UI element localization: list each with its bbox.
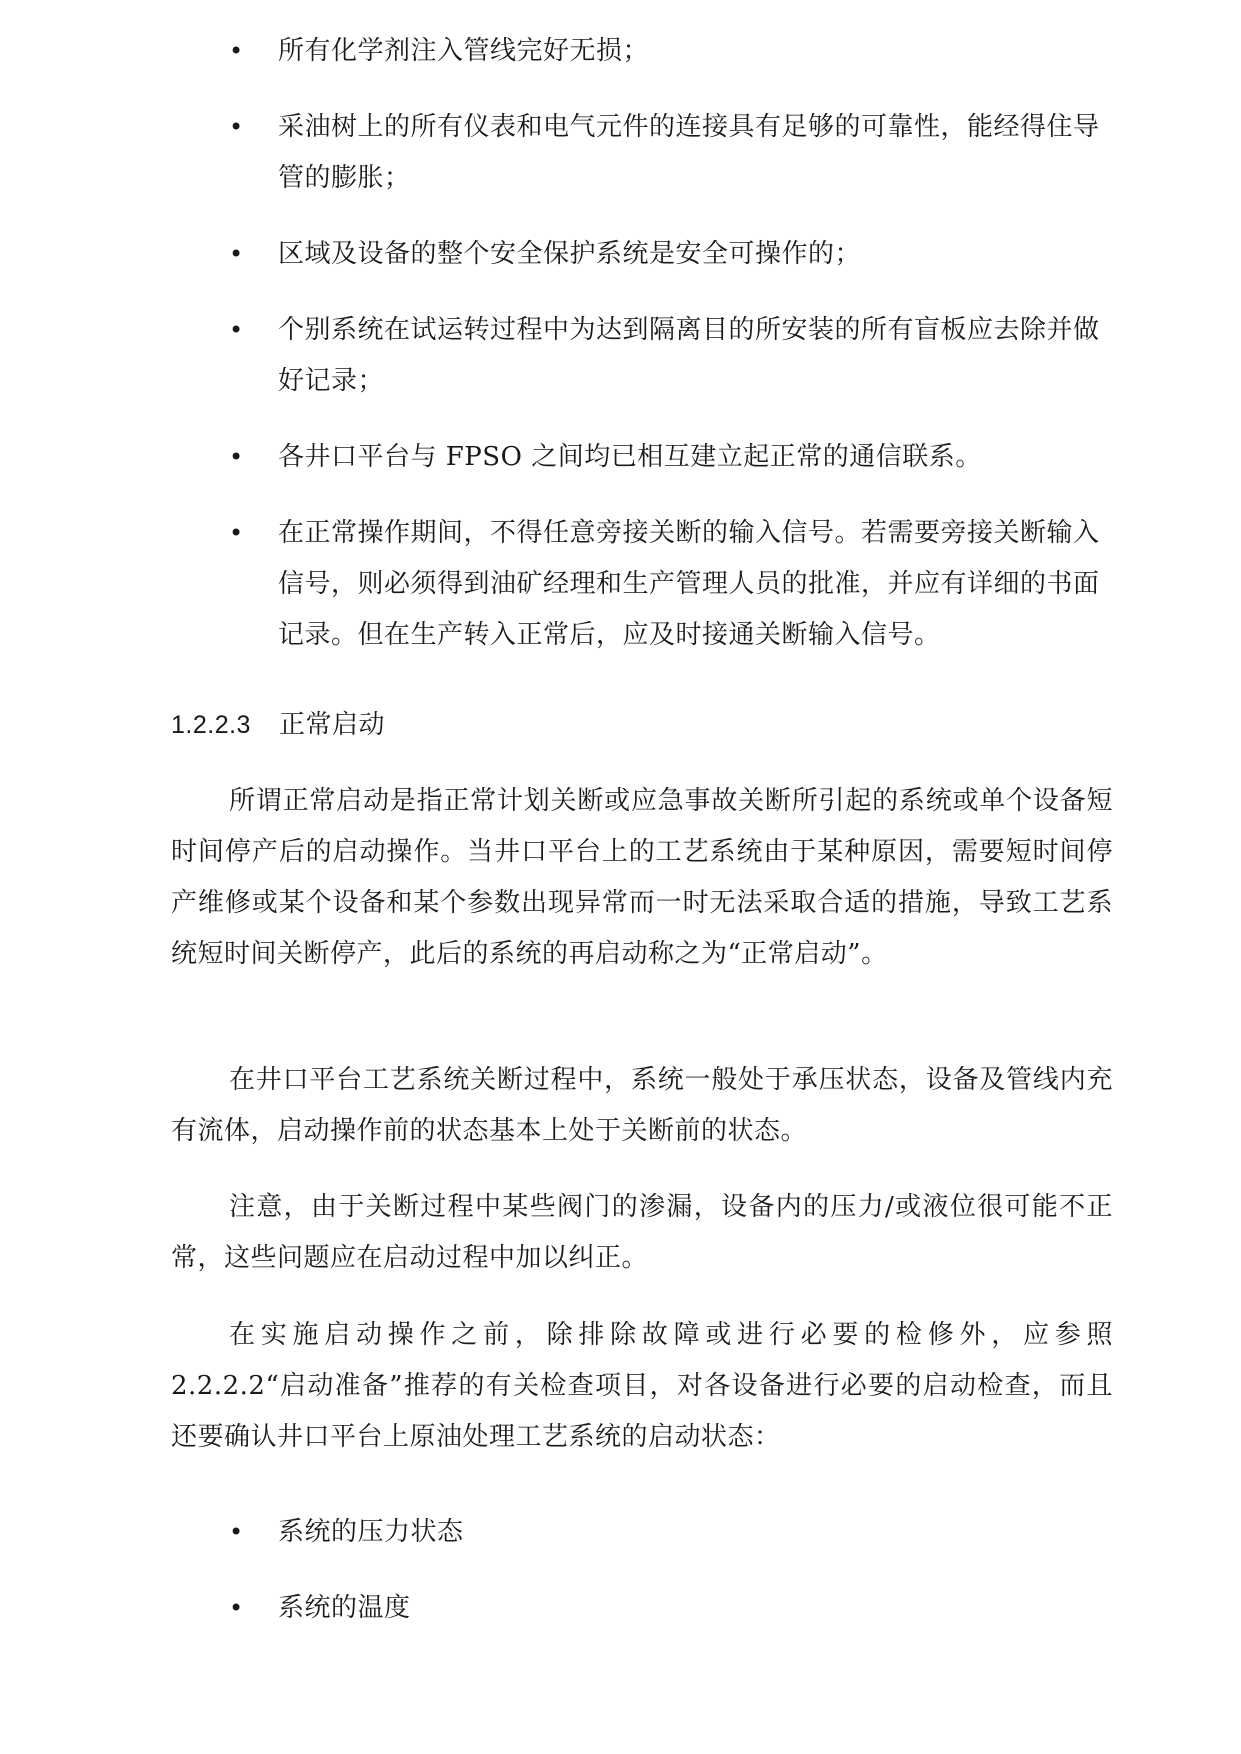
list-item-text: 所有化学剂注入管线完好无损； <box>278 36 650 66</box>
bullet-icon: • <box>229 316 244 344</box>
bullet-icon: • <box>229 1594 244 1622</box>
paragraph: 在井口平台工艺系统关断过程中，系统一般处于承压状态，设备及管线内充有流体，启动操作前的状态基本上处于关断前的状态。 <box>171 1065 1113 1146</box>
section-title: 正常启动 <box>278 710 385 740</box>
checklist-top <box>0 26 1241 686</box>
section-number: 1.2.2.3 <box>171 711 251 739</box>
list-item <box>0 432 1241 483</box>
bullet-icon: • <box>229 519 244 547</box>
list-item-text: 在正常操作期间，不得任意旁接关断的输入信号。若需要旁接关断输入信号，则必须得到油矿经理和生产管理人员的批准，并应有详细的书面记录。但在生产转入正常后，应及时接通关断输入信号。 <box>278 518 1100 650</box>
list-item <box>0 102 1241 204</box>
bullet-icon: • <box>229 113 244 141</box>
bullet-icon: • <box>229 1518 244 1546</box>
list-item-text: 采油树上的所有仪表和电气元件的连接具有足够的可靠性，能经得住导管的膨胀； <box>278 112 1100 193</box>
list-item <box>0 26 1241 77</box>
list-item <box>0 305 1241 407</box>
list-item <box>0 508 1241 661</box>
list-item-text: 各井口平台与 FPSO 之间均已相互建立起正常的通信联系。 <box>278 442 982 472</box>
list-item <box>0 229 1241 280</box>
list-item-text: 系统的压力状态 <box>278 1517 464 1547</box>
list-item <box>0 1583 1241 1634</box>
bullet-icon: • <box>229 443 244 471</box>
list-item <box>0 1507 1241 1558</box>
list-item-text: 系统的温度 <box>278 1593 411 1623</box>
bullet-icon: • <box>229 240 244 268</box>
list-item-text: 区域及设备的整个安全保护系统是安全可操作的； <box>278 239 862 269</box>
bullet-icon: • <box>229 37 244 65</box>
paragraph: 在实施启动操作之前，除排除故障或进行必要的检修外，应参照 2.2.2.2“启动准备”推荐的有关检查项目，对各设备进行必要的启动检查，而且还要确认井口平台上原油处理工艺系统的启动状态： <box>171 1320 1113 1452</box>
section-heading <box>171 700 385 751</box>
paragraph: 所谓正常启动是指正常计划关断或应急事故关断所引起的系统或单个设备短时间停产后的启动操作。当井口平台上的工艺系统由于某种原因，需要短时间停产维修或某个设备和某个参数出现异常而一时无法采取合适的措施，导致工艺系统短时间关断停产，此后的系统的再启动称之为“正常启动”。 <box>171 786 1113 969</box>
checklist-bottom <box>0 1507 1241 1659</box>
list-item-text: 个别系统在试运转过程中为达到隔离目的所安装的所有盲板应去除并做好记录； <box>278 315 1100 396</box>
paragraph: 注意，由于关断过程中某些阀门的渗漏，设备内的压力/或液位很可能不正常，这些问题应在启动过程中加以纠正。 <box>171 1192 1113 1273</box>
